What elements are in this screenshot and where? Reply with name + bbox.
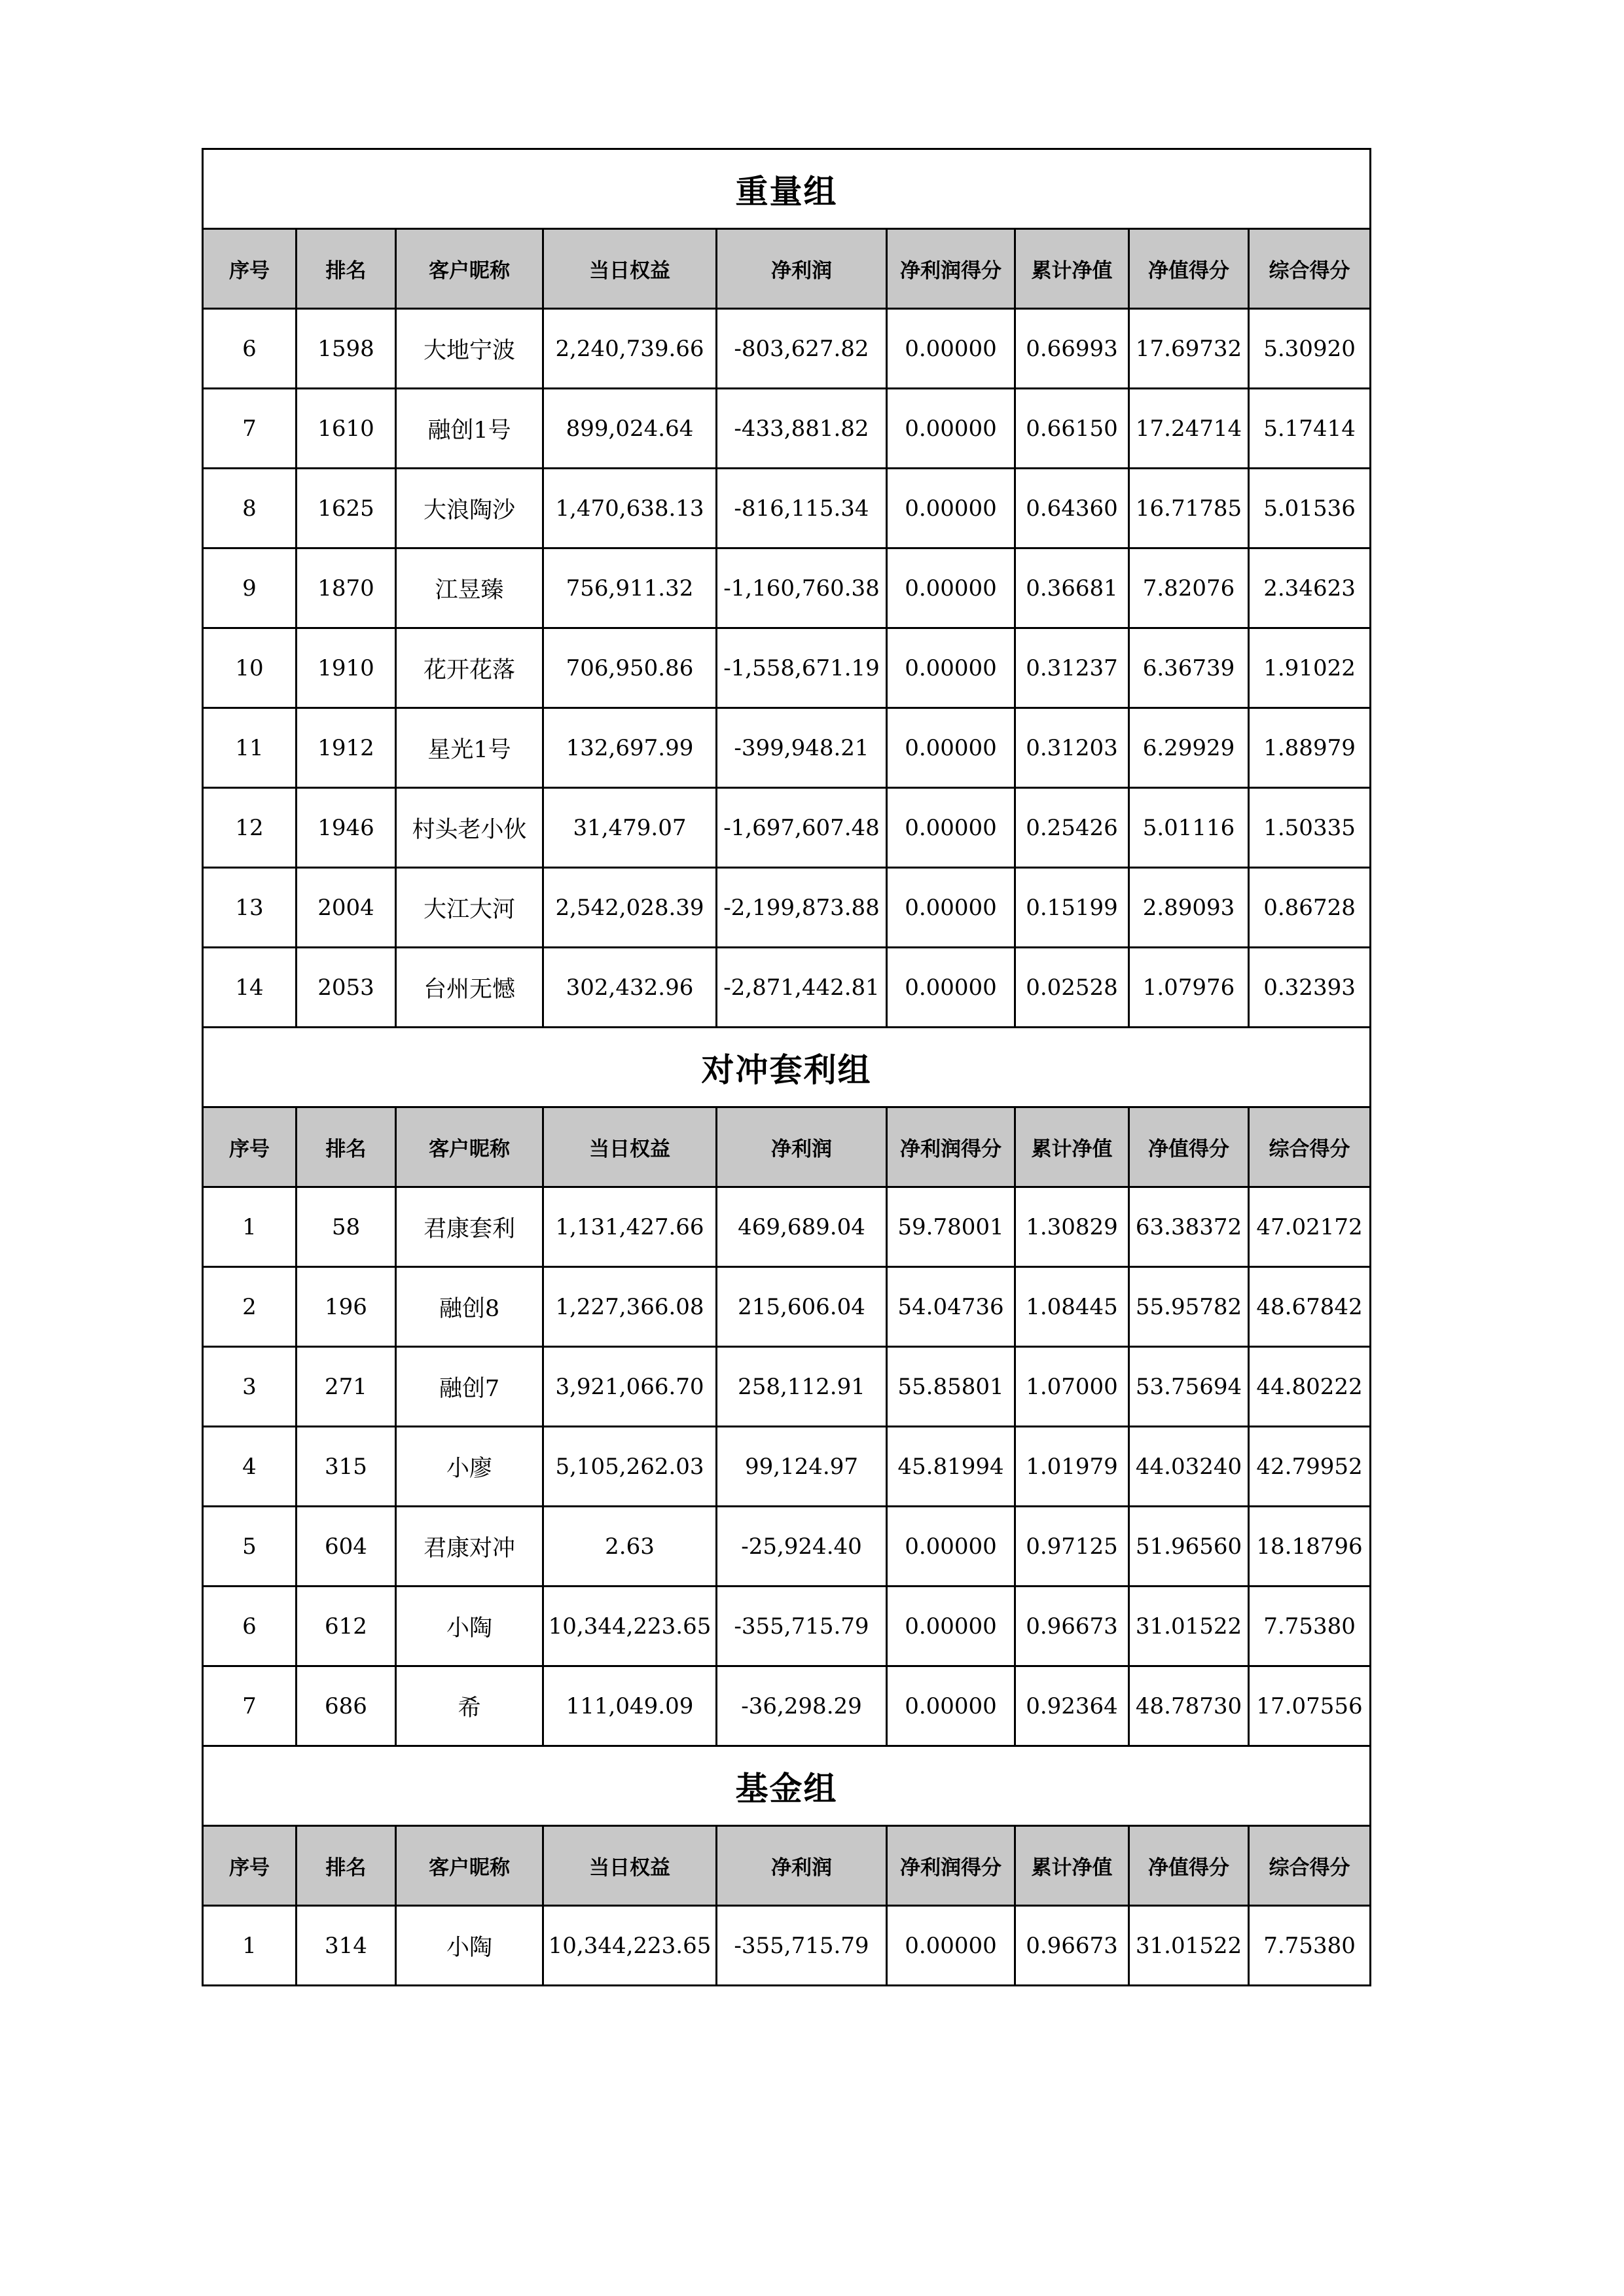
rank-cell: 315 (297, 1427, 396, 1507)
header-cum-nav: 累计净值 (1015, 1826, 1129, 1906)
header-seq: 序号 (203, 1107, 297, 1187)
net-profit-cell: -433,881.82 (717, 389, 887, 469)
cum-nav-cell: 0.96673 (1015, 1587, 1129, 1666)
total-score-cell: 0.86728 (1249, 868, 1371, 948)
profit-score-cell: 0.00000 (887, 708, 1015, 788)
rank-cell: 1946 (297, 788, 396, 868)
header-nickname: 客户昵称 (396, 1826, 543, 1906)
nav-score-cell: 7.82076 (1129, 548, 1249, 628)
equity-cell: 2,240,739.66 (543, 309, 717, 389)
cum-nav-cell: 0.25426 (1015, 788, 1129, 868)
profit-score-cell: 54.04736 (887, 1267, 1015, 1347)
nav-score-cell: 31.01522 (1129, 1587, 1249, 1666)
column-header-row (203, 1826, 1371, 1906)
seq-cell: 1 (203, 1906, 297, 1986)
nickname-cell: 小廖 (396, 1427, 543, 1507)
header-nav-score: 净值得分 (1129, 1107, 1249, 1187)
table-row (203, 948, 1371, 1028)
column-header-row (203, 229, 1371, 309)
equity-cell: 1,131,427.66 (543, 1187, 717, 1267)
column-header-row (203, 1107, 1371, 1187)
rank-cell: 1912 (297, 708, 396, 788)
net-profit-cell: -399,948.21 (717, 708, 887, 788)
net-profit-cell: -2,199,873.88 (717, 868, 887, 948)
total-score-cell: 1.50335 (1249, 788, 1371, 868)
nav-score-cell: 44.03240 (1129, 1427, 1249, 1507)
cum-nav-cell: 0.97125 (1015, 1507, 1129, 1587)
nickname-cell: 融创8 (396, 1267, 543, 1347)
table-row (203, 309, 1371, 389)
net-profit-cell: 258,112.91 (717, 1347, 887, 1427)
profit-score-cell: 55.85801 (887, 1347, 1015, 1427)
net-profit-cell: -355,715.79 (717, 1587, 887, 1666)
seq-cell: 9 (203, 548, 297, 628)
header-rank: 排名 (297, 1107, 396, 1187)
equity-cell: 5,105,262.03 (543, 1427, 717, 1507)
header-equity: 当日权益 (543, 1107, 717, 1187)
total-score-cell: 1.88979 (1249, 708, 1371, 788)
profit-score-cell: 0.00000 (887, 1666, 1015, 1746)
seq-cell: 11 (203, 708, 297, 788)
profit-score-cell: 0.00000 (887, 309, 1015, 389)
table-row (203, 708, 1371, 788)
cum-nav-cell: 0.02528 (1015, 948, 1129, 1028)
nickname-cell: 希 (396, 1666, 543, 1746)
rank-cell: 686 (297, 1666, 396, 1746)
nickname-cell: 君康对冲 (396, 1507, 543, 1587)
net-profit-cell: -1,558,671.19 (717, 628, 887, 708)
header-nav-score: 净值得分 (1129, 229, 1249, 309)
cum-nav-cell: 0.96673 (1015, 1906, 1129, 1986)
equity-cell: 899,024.64 (543, 389, 717, 469)
header-profit-score: 净利润得分 (887, 229, 1015, 309)
seq-cell: 5 (203, 1507, 297, 1587)
total-score-cell: 7.75380 (1249, 1587, 1371, 1666)
profit-score-cell: 0.00000 (887, 1587, 1015, 1666)
rank-cell: 1598 (297, 309, 396, 389)
header-nickname: 客户昵称 (396, 1107, 543, 1187)
nickname-cell: 星光1号 (396, 708, 543, 788)
seq-cell: 2 (203, 1267, 297, 1347)
net-profit-cell: -355,715.79 (717, 1906, 887, 1986)
rank-cell: 1870 (297, 548, 396, 628)
cum-nav-cell: 0.31237 (1015, 628, 1129, 708)
header-cum-nav: 累计净值 (1015, 229, 1129, 309)
profit-score-cell: 0.00000 (887, 389, 1015, 469)
net-profit-cell: -25,924.40 (717, 1507, 887, 1587)
rank-cell: 1610 (297, 389, 396, 469)
net-profit-cell: -803,627.82 (717, 309, 887, 389)
rank-cell: 196 (297, 1267, 396, 1347)
table-row (203, 788, 1371, 868)
header-equity: 当日权益 (543, 229, 717, 309)
table-row (203, 469, 1371, 548)
group-title: 重量组 (203, 149, 1371, 229)
nickname-cell: 花开花落 (396, 628, 543, 708)
cum-nav-cell: 0.92364 (1015, 1666, 1129, 1746)
nav-score-cell: 5.01116 (1129, 788, 1249, 868)
total-score-cell: 42.79952 (1249, 1427, 1371, 1507)
ranking-table (202, 148, 1371, 1986)
seq-cell: 6 (203, 1587, 297, 1666)
total-score-cell: 2.34623 (1249, 548, 1371, 628)
net-profit-cell: -816,115.34 (717, 469, 887, 548)
cum-nav-cell: 1.07000 (1015, 1347, 1129, 1427)
header-profit-score: 净利润得分 (887, 1826, 1015, 1906)
net-profit-cell: 99,124.97 (717, 1427, 887, 1507)
total-score-cell: 17.07556 (1249, 1666, 1371, 1746)
seq-cell: 7 (203, 389, 297, 469)
header-rank: 排名 (297, 229, 396, 309)
table-row (203, 1347, 1371, 1427)
net-profit-cell: 215,606.04 (717, 1267, 887, 1347)
table-row (203, 1666, 1371, 1746)
profit-score-cell: 0.00000 (887, 788, 1015, 868)
profit-score-cell: 59.78001 (887, 1187, 1015, 1267)
nickname-cell: 融创1号 (396, 389, 543, 469)
profit-score-cell: 45.81994 (887, 1427, 1015, 1507)
table-row (203, 1187, 1371, 1267)
nav-score-cell: 48.78730 (1129, 1666, 1249, 1746)
equity-cell: 1,470,638.13 (543, 469, 717, 548)
table-row (203, 1587, 1371, 1666)
table-row (203, 868, 1371, 948)
total-score-cell: 5.17414 (1249, 389, 1371, 469)
profit-score-cell: 0.00000 (887, 948, 1015, 1028)
rank-cell: 271 (297, 1347, 396, 1427)
header-total-score: 综合得分 (1249, 229, 1371, 309)
nickname-cell: 小陶 (396, 1906, 543, 1986)
seq-cell: 7 (203, 1666, 297, 1746)
total-score-cell: 47.02172 (1249, 1187, 1371, 1267)
nickname-cell: 大江大河 (396, 868, 543, 948)
header-net-profit: 净利润 (717, 229, 887, 309)
header-total-score: 综合得分 (1249, 1826, 1371, 1906)
total-score-cell: 0.32393 (1249, 948, 1371, 1028)
total-score-cell: 48.67842 (1249, 1267, 1371, 1347)
header-nav-score: 净值得分 (1129, 1826, 1249, 1906)
group-title-row (203, 149, 1371, 229)
header-profit-score: 净利润得分 (887, 1107, 1015, 1187)
table-row (203, 1267, 1371, 1347)
rank-cell: 1625 (297, 469, 396, 548)
header-net-profit: 净利润 (717, 1107, 887, 1187)
net-profit-cell: -36,298.29 (717, 1666, 887, 1746)
rank-cell: 314 (297, 1906, 396, 1986)
equity-cell: 111,049.09 (543, 1666, 717, 1746)
equity-cell: 756,911.32 (543, 548, 717, 628)
rank-cell: 2053 (297, 948, 396, 1028)
seq-cell: 4 (203, 1427, 297, 1507)
table-row (203, 548, 1371, 628)
nickname-cell: 台州无憾 (396, 948, 543, 1028)
cum-nav-cell: 0.36681 (1015, 548, 1129, 628)
profit-score-cell: 0.00000 (887, 1507, 1015, 1587)
nav-score-cell: 2.89093 (1129, 868, 1249, 948)
total-score-cell: 18.18796 (1249, 1507, 1371, 1587)
rank-cell: 1910 (297, 628, 396, 708)
rank-cell: 58 (297, 1187, 396, 1267)
profit-score-cell: 0.00000 (887, 548, 1015, 628)
equity-cell: 10,344,223.65 (543, 1906, 717, 1986)
nav-score-cell: 63.38372 (1129, 1187, 1249, 1267)
seq-cell: 3 (203, 1347, 297, 1427)
seq-cell: 13 (203, 868, 297, 948)
table-row (203, 1427, 1371, 1507)
net-profit-cell: -1,160,760.38 (717, 548, 887, 628)
group-title: 基金组 (203, 1746, 1371, 1826)
total-score-cell: 44.80222 (1249, 1347, 1371, 1427)
profit-score-cell: 0.00000 (887, 1906, 1015, 1986)
seq-cell: 14 (203, 948, 297, 1028)
cum-nav-cell: 0.66150 (1015, 389, 1129, 469)
profit-score-cell: 0.00000 (887, 868, 1015, 948)
group-title-row (203, 1746, 1371, 1826)
nav-score-cell: 53.75694 (1129, 1347, 1249, 1427)
equity-cell: 10,344,223.65 (543, 1587, 717, 1666)
cum-nav-cell: 0.66993 (1015, 309, 1129, 389)
group-title-row (203, 1028, 1371, 1107)
net-profit-cell: -1,697,607.48 (717, 788, 887, 868)
nickname-cell: 江昱臻 (396, 548, 543, 628)
equity-cell: 302,432.96 (543, 948, 717, 1028)
table-row (203, 1507, 1371, 1587)
total-score-cell: 7.75380 (1249, 1906, 1371, 1986)
header-total-score: 综合得分 (1249, 1107, 1371, 1187)
header-cum-nav: 累计净值 (1015, 1107, 1129, 1187)
nickname-cell: 融创7 (396, 1347, 543, 1427)
seq-cell: 10 (203, 628, 297, 708)
total-score-cell: 5.30920 (1249, 309, 1371, 389)
nickname-cell: 大浪陶沙 (396, 469, 543, 548)
cum-nav-cell: 0.15199 (1015, 868, 1129, 948)
seq-cell: 6 (203, 309, 297, 389)
net-profit-cell: 469,689.04 (717, 1187, 887, 1267)
nav-score-cell: 51.96560 (1129, 1507, 1249, 1587)
group-title: 对冲套利组 (203, 1028, 1371, 1107)
cum-nav-cell: 1.08445 (1015, 1267, 1129, 1347)
table-row (203, 1906, 1371, 1986)
total-score-cell: 1.91022 (1249, 628, 1371, 708)
nickname-cell: 君康套利 (396, 1187, 543, 1267)
nav-score-cell: 17.69732 (1129, 309, 1249, 389)
nav-score-cell: 6.36739 (1129, 628, 1249, 708)
nickname-cell: 村头老小伙 (396, 788, 543, 868)
equity-cell: 3,921,066.70 (543, 1347, 717, 1427)
cum-nav-cell: 0.31203 (1015, 708, 1129, 788)
table-row (203, 389, 1371, 469)
nav-score-cell: 1.07976 (1129, 948, 1249, 1028)
rank-cell: 604 (297, 1507, 396, 1587)
total-score-cell: 5.01536 (1249, 469, 1371, 548)
rank-cell: 2004 (297, 868, 396, 948)
cum-nav-cell: 0.64360 (1015, 469, 1129, 548)
nickname-cell: 大地宁波 (396, 309, 543, 389)
header-net-profit: 净利润 (717, 1826, 887, 1906)
table-row (203, 628, 1371, 708)
equity-cell: 706,950.86 (543, 628, 717, 708)
nickname-cell: 小陶 (396, 1587, 543, 1666)
rank-cell: 612 (297, 1587, 396, 1666)
equity-cell: 31,479.07 (543, 788, 717, 868)
equity-cell: 2,542,028.39 (543, 868, 717, 948)
seq-cell: 1 (203, 1187, 297, 1267)
equity-cell: 2.63 (543, 1507, 717, 1587)
header-rank: 排名 (297, 1826, 396, 1906)
nav-score-cell: 6.29929 (1129, 708, 1249, 788)
nav-score-cell: 16.71785 (1129, 469, 1249, 548)
net-profit-cell: -2,871,442.81 (717, 948, 887, 1028)
seq-cell: 12 (203, 788, 297, 868)
cum-nav-cell: 1.30829 (1015, 1187, 1129, 1267)
nav-score-cell: 31.01522 (1129, 1906, 1249, 1986)
header-nickname: 客户昵称 (396, 229, 543, 309)
header-equity: 当日权益 (543, 1826, 717, 1906)
profit-score-cell: 0.00000 (887, 628, 1015, 708)
seq-cell: 8 (203, 469, 297, 548)
cum-nav-cell: 1.01979 (1015, 1427, 1129, 1507)
profit-score-cell: 0.00000 (887, 469, 1015, 548)
nav-score-cell: 17.24714 (1129, 389, 1249, 469)
equity-cell: 1,227,366.08 (543, 1267, 717, 1347)
header-seq: 序号 (203, 229, 297, 309)
nav-score-cell: 55.95782 (1129, 1267, 1249, 1347)
equity-cell: 132,697.99 (543, 708, 717, 788)
header-seq: 序号 (203, 1826, 297, 1906)
